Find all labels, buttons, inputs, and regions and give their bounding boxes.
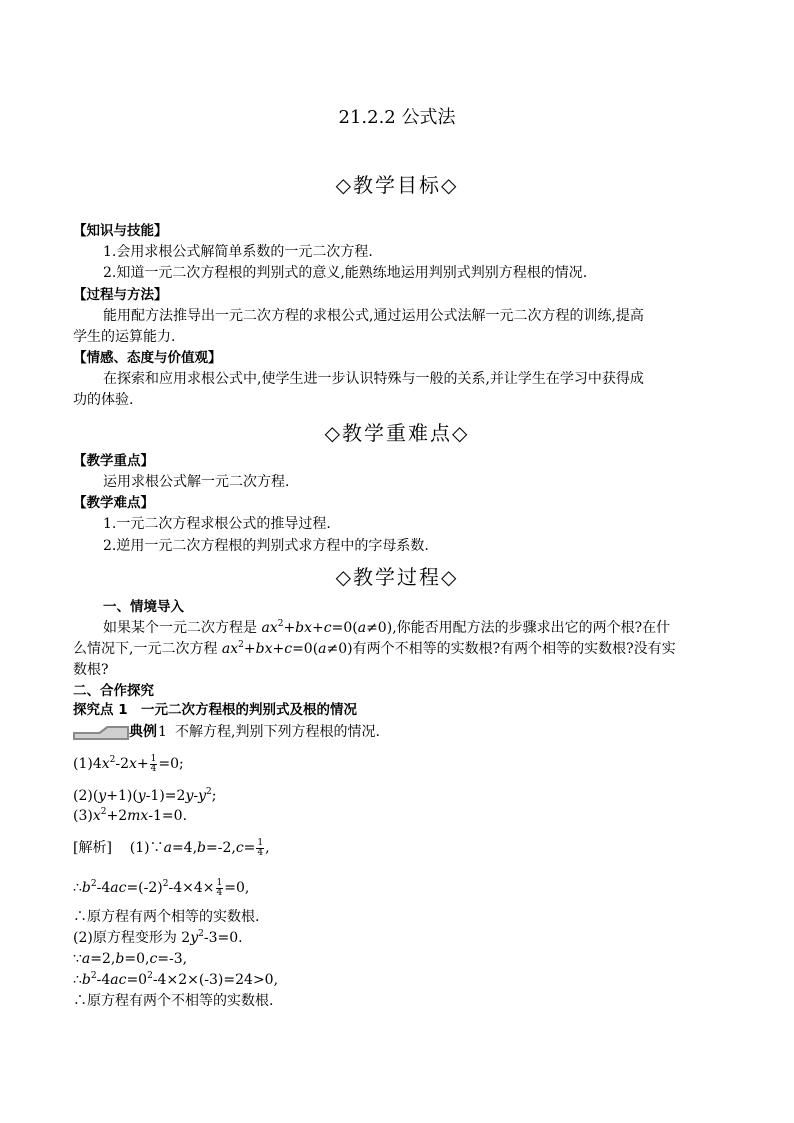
section-heading-process: ◇教学过程◇ — [335, 565, 459, 589]
equation-3: $(3)x^2+2mx-1=0$. — [73, 807, 188, 824]
intro-text: 么情况下,一元二次方程 — [73, 641, 222, 657]
intro-heading: 一、情境导入 — [103, 599, 184, 615]
analysis-line-4: (2)原方程变形为 $2y^2-3=0$. — [73, 929, 243, 946]
section-heading-goals: ◇教学目标◇ — [335, 173, 459, 197]
method-text-line-2: 学生的运算能力. — [73, 329, 176, 345]
analysis-line-1: [解析] (1)∵a=4,b=-2,c= $\frac{1}{4}$ , — [73, 837, 270, 858]
explore-point-label: 探究点 1 — [73, 702, 128, 718]
knowledge-item-1: 1.会用求根公式解简单系数的一元二次方程. — [103, 244, 373, 260]
knowledge-heading: 【知识与技能】 — [73, 223, 168, 239]
page-title: 21.2.2 公式法 — [338, 107, 456, 128]
intro-paragraph-line-1: 如果某个一元二次方程是 $ax^2+bx+c=0(a\ne 0)$,你能否用配方法的步骤求出它的两个根?在什 — [103, 619, 671, 636]
analysis-line-7: ∴原方程有两个不相等的实数根. — [73, 993, 274, 1009]
explore-point-heading — [73, 700, 357, 720]
fraction: $\frac{1}{4}$ — [216, 877, 223, 898]
intro-text: 有两个不相等的实数根?有两个相等的实数根?没有实 — [352, 641, 676, 657]
example-label: 典例 — [129, 724, 157, 740]
analysis-line-5: ∵a=2,b=0,c=-3, — [73, 951, 188, 967]
method-heading: 【过程与方法】 — [73, 287, 168, 303]
difficulty-item-2: 2.逆用一元二次方程根的判别式求方程中的字母系数. — [103, 538, 429, 554]
cooperation-heading: 二、合作探究 — [73, 683, 154, 699]
intro-text: ,你能否用配方法的步骤求出它的两个根?在什 — [392, 620, 671, 636]
analysis-line-3: ∴原方程有两个相等的实数根. — [73, 909, 260, 925]
analysis-text: (2)原方程变形为 2 — [73, 930, 191, 946]
intro-text: 如果某个一元二次方程是 — [103, 620, 262, 636]
intro-paragraph-line-3: 数根? — [73, 662, 109, 678]
equation-2: $(2)(y+1)(y-1)=2y-y^2$; — [73, 787, 217, 804]
method-text-line-1: 能用配方法推导出一元二次方程的求根公式,通过运用公式法解一元二次方程的训练,提高 — [103, 308, 644, 324]
fraction: $\frac{1}{4}$ — [257, 837, 264, 858]
analysis-line-2: $\therefore b^2-4ac=(-2)^2-4\times 4\times$ $\frac{1}{4}$ =0, — [73, 877, 250, 898]
intro-paragraph-line-2: 么情况下,一元二次方程 $ax^2+bx+c=0(a\ne 0)$有两个不相等的实数根?有两个相等的实数根?没有实 — [73, 640, 676, 657]
section-heading-key-points: ◇教学重难点◇ — [324, 421, 470, 445]
difficulty-item-1: 1.一元二次方程求根公式的推导过程. — [103, 516, 331, 532]
example-number: 1 — [158, 724, 167, 740]
analysis-line-6: $\therefore b^2-4ac=0^2-4\times 2\times(-3)=24>0$, — [73, 971, 279, 988]
focus-item-1: 运用求根公式解一元二次方程. — [103, 474, 290, 490]
fraction: $\frac{1}{4}$ — [150, 753, 157, 774]
equation-1: $(1)4x^2-2x+$ $\frac{1}{4}$ =0; — [73, 753, 184, 774]
analysis-label: [解析] — [73, 840, 112, 856]
example-instruction: 不解方程,判别下列方程根的情况. — [175, 724, 380, 740]
difficulty-heading: 【教学难点】 — [73, 495, 154, 511]
emotion-heading: 【情感、态度与价值观】 — [73, 350, 222, 366]
emotion-text-line-1: 在探索和应用求根公式中,使学生进一步认识特殊与一般的关系,并让学生在学习中获得成 — [103, 371, 644, 387]
explore-point-title: 一元二次方程根的判别式及根的情况 — [140, 702, 357, 718]
focus-heading: 【教学重点】 — [73, 453, 154, 469]
knowledge-item-2: 2.知道一元二次方程根的判别式的意义,能熟练地运用判别式判别方程根的情况. — [103, 265, 588, 281]
example-banner-icon — [73, 724, 129, 740]
emotion-text-line-2: 功的体验. — [73, 392, 134, 408]
